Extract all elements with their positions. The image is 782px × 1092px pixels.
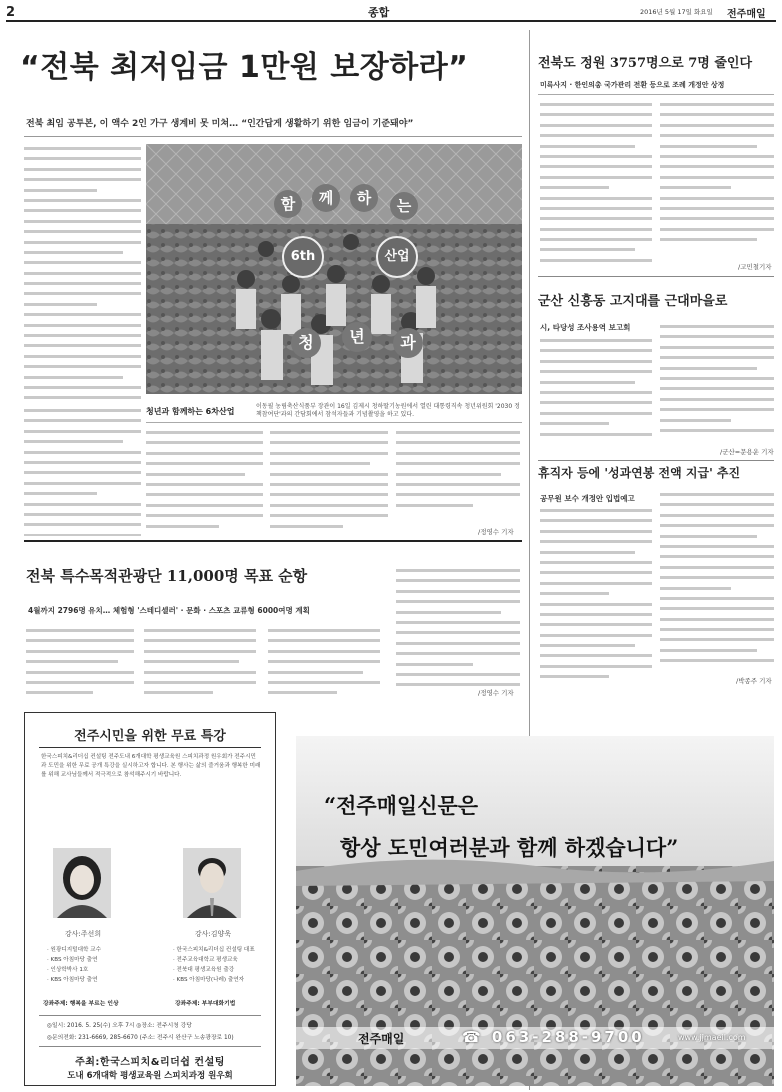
lecture-ad-intro: 한국스피치&리더십 컨설팅 전주도내 6개대학 평생교육원 스피치과정 원우회가 전주시민과 도민을 위한 무료 공개 특강을 실시하고자 합니다. 본 행사는 삶의 즐거움과 행복한 미래를 위해 교사님들께서 적극적으로 참석해주시기 바랍니다. bbox=[41, 754, 261, 778]
side-article-2-subhead: 시, 타당성 조사용역 보고회 bbox=[540, 323, 631, 332]
issue-date: 2016년 5월 17일 화요일 bbox=[640, 8, 713, 16]
bottom-article-headline: 전북 특수목적관광단 11,000명 목표 순항 bbox=[26, 567, 308, 585]
promo-phone: ☎ 063-288-9700 bbox=[462, 1028, 645, 1046]
sign-bottom-3: 과 bbox=[393, 328, 423, 358]
bottom-article-top-rule bbox=[24, 540, 522, 542]
side-article-3-headline: 휴직자 등에 '성과연봉 전액 지급' 추진 bbox=[538, 466, 741, 480]
main-article-column-3 bbox=[270, 428, 388, 536]
main-headline: “전북 최저임금 1만원 보장하라” bbox=[20, 50, 469, 85]
text-lines bbox=[540, 103, 652, 264]
text-lines bbox=[660, 325, 774, 439]
speaker-1-bio-line: · 원광디지털대학 교수 bbox=[47, 947, 101, 953]
side-2-byline: /군산=문용운 기자 bbox=[720, 448, 774, 456]
main-subhead: 전북 최임 공투본, 이 액수 2인 가구 생계비 못 미쳐… “인간답게 생활하기 위한 임금이 기준돼야” bbox=[26, 119, 414, 129]
side-article-1-subhead: 미륵사지 · 한인의총 국가관리 전환 등으로 조례 개정안 상정 bbox=[540, 81, 725, 89]
side-article-1-col-1 bbox=[540, 100, 652, 264]
side-article-2-col-1 bbox=[540, 336, 652, 444]
side-article-2-col-2 bbox=[660, 322, 774, 442]
side-3-byline: /박종주 기자 bbox=[736, 677, 772, 685]
sign-bottom-2: 년 bbox=[342, 322, 372, 352]
promo-ad bbox=[296, 736, 774, 1086]
portrait-illustration bbox=[53, 848, 111, 918]
main-article-column-1 bbox=[24, 144, 141, 404]
photo-caption-title: 청년과 함께하는 6차산업 bbox=[146, 407, 235, 416]
side-1-rule bbox=[538, 94, 774, 95]
side-article-1-col-2 bbox=[660, 100, 774, 250]
speaker-2-bio-line: · 전북대 평생교육원 출강 bbox=[173, 967, 235, 973]
lecture-schedule: ◎일시: 2016. 5. 25(수) 오후 7시 ◎장소: 전주시청 강당 bbox=[47, 1023, 192, 1029]
sign-bottom-1: 청 bbox=[291, 328, 321, 358]
side-1-byline: /고민철기자 bbox=[738, 263, 772, 271]
bottom-col-2 bbox=[144, 626, 256, 696]
text-lines bbox=[26, 629, 134, 696]
lecture-host: 주최:한국스피치&리더쉽 컨설팅 bbox=[75, 1057, 225, 1068]
text-lines bbox=[24, 147, 141, 404]
subhead-rule bbox=[24, 136, 522, 137]
sign-industry: 산업 bbox=[376, 236, 418, 278]
sign-circle-4: 는 bbox=[390, 192, 418, 220]
lecture-host-sub: 도내 6개대학 평생교육원 스피치과정 원우회 bbox=[67, 1071, 233, 1081]
sign-circle-2: 께 bbox=[312, 184, 340, 212]
text-lines bbox=[540, 509, 652, 684]
text-lines bbox=[660, 103, 774, 248]
speaker-1-name: 강사:주선희 bbox=[64, 930, 102, 938]
text-lines bbox=[268, 629, 380, 696]
promo-slogan-1: “전주매일신문은 bbox=[324, 793, 479, 818]
text-lines bbox=[396, 569, 520, 694]
main-article-column-2 bbox=[146, 428, 263, 536]
speaker-1-bio-line: · KBS 아침마당 출연 bbox=[47, 977, 98, 983]
side-article-2-headline: 군산 신흥동 고지대를 근대마을로 bbox=[538, 294, 728, 309]
promo-logo: 전주매일 bbox=[358, 1032, 405, 1046]
lecture-ad-title: 전주시민을 위한 무료 특강 bbox=[74, 729, 226, 744]
speaker-1-bio-line: · KBS 아침마당 출연 bbox=[47, 957, 98, 963]
side-article-3-col-1 bbox=[540, 506, 652, 684]
text-lines bbox=[144, 629, 256, 696]
side-article-3-col-2 bbox=[660, 490, 774, 676]
text-lines bbox=[146, 431, 263, 535]
speaker-2-bio-line: · 전주교육대학교 평생교육 bbox=[173, 957, 238, 963]
masthead-rule bbox=[6, 20, 776, 22]
speaker-1-topic: 강좌주제: 행복을 부르는 인상 bbox=[43, 1001, 119, 1007]
main-photo bbox=[146, 144, 522, 394]
speaker-1-bio bbox=[47, 945, 101, 985]
speaker-2-bio-line: · KBS 아침마당(나레) 출연자 bbox=[173, 977, 245, 983]
speaker-2-bio-line: · 한국스피치&리더십 컨설팅 대표 bbox=[173, 947, 255, 953]
lecture-contact: ◎문의전화: 231-6669, 285-6670 (주소: 전주시 완산구 노송광장로 10) bbox=[47, 1035, 234, 1041]
text-lines bbox=[540, 339, 652, 443]
page-number: 2 bbox=[6, 5, 16, 20]
section-name: 종합 bbox=[368, 6, 390, 19]
bottom-byline: /정영수 기자 bbox=[478, 689, 514, 697]
text-lines bbox=[270, 431, 388, 535]
host-rule bbox=[39, 1046, 261, 1047]
sign-6th: 6th bbox=[282, 236, 324, 278]
side-article-3-subhead: 공무원 보수 개정안 입법예고 bbox=[540, 494, 635, 503]
lecture-ad bbox=[24, 712, 276, 1086]
text-lines bbox=[24, 409, 141, 536]
promo-website[interactable]: www.jjmaeil.com bbox=[678, 1033, 746, 1042]
speaker-1-photo bbox=[53, 848, 111, 918]
bottom-col-4 bbox=[396, 566, 520, 696]
speaker-1-bio-line: · 인상학박사 1호 bbox=[47, 967, 89, 973]
speaker-2-name: 강사:김양욱 bbox=[194, 930, 232, 938]
side-2-bottom-rule bbox=[538, 460, 774, 461]
text-lines bbox=[660, 493, 774, 670]
speaker-2-photo bbox=[183, 848, 241, 918]
promo-slogan-2: 항상 도민여러분과 함께 하겠습니다” bbox=[340, 835, 679, 860]
sign-circle-3: 하 bbox=[350, 184, 378, 212]
bottom-col-3 bbox=[268, 626, 380, 696]
speaker-2-bio bbox=[173, 945, 255, 985]
side-article-1-headline: 전북도 정원 3757명으로 7명 줄인다 bbox=[538, 56, 753, 71]
main-article-column-4 bbox=[396, 428, 520, 528]
side-1-bottom-rule bbox=[538, 276, 774, 277]
photo-caption: 이동필 농림축산식품부 장관이 16일 김제시 청하딸기농원에서 열린 대통령직속 청년위원회 '2030 정책참여단'과의 간담회에서 참석자들과 기념촬영을 하고 있다. bbox=[256, 403, 520, 418]
text-lines bbox=[396, 431, 520, 514]
sign-circle-1: 함 bbox=[274, 190, 302, 218]
photo-illustration bbox=[146, 144, 522, 394]
main-byline: /정영수 기자 bbox=[478, 528, 514, 536]
title-underline bbox=[39, 747, 261, 748]
schedule-rule bbox=[39, 1015, 261, 1016]
bottom-article-subhead: 4월까지 2796명 유치… 체험형 '스테디셀러' · 문화 · 스포츠 교류형 6000여명 계획 bbox=[28, 606, 310, 615]
paper-name: 전주매일 bbox=[727, 9, 766, 20]
caption-rule bbox=[146, 422, 522, 423]
portrait-illustration bbox=[183, 848, 241, 918]
main-article-column-1b bbox=[24, 406, 141, 536]
bottom-col-1 bbox=[26, 626, 134, 696]
speaker-2-topic: 강좌주제: 부부대화기법 bbox=[175, 1001, 236, 1007]
